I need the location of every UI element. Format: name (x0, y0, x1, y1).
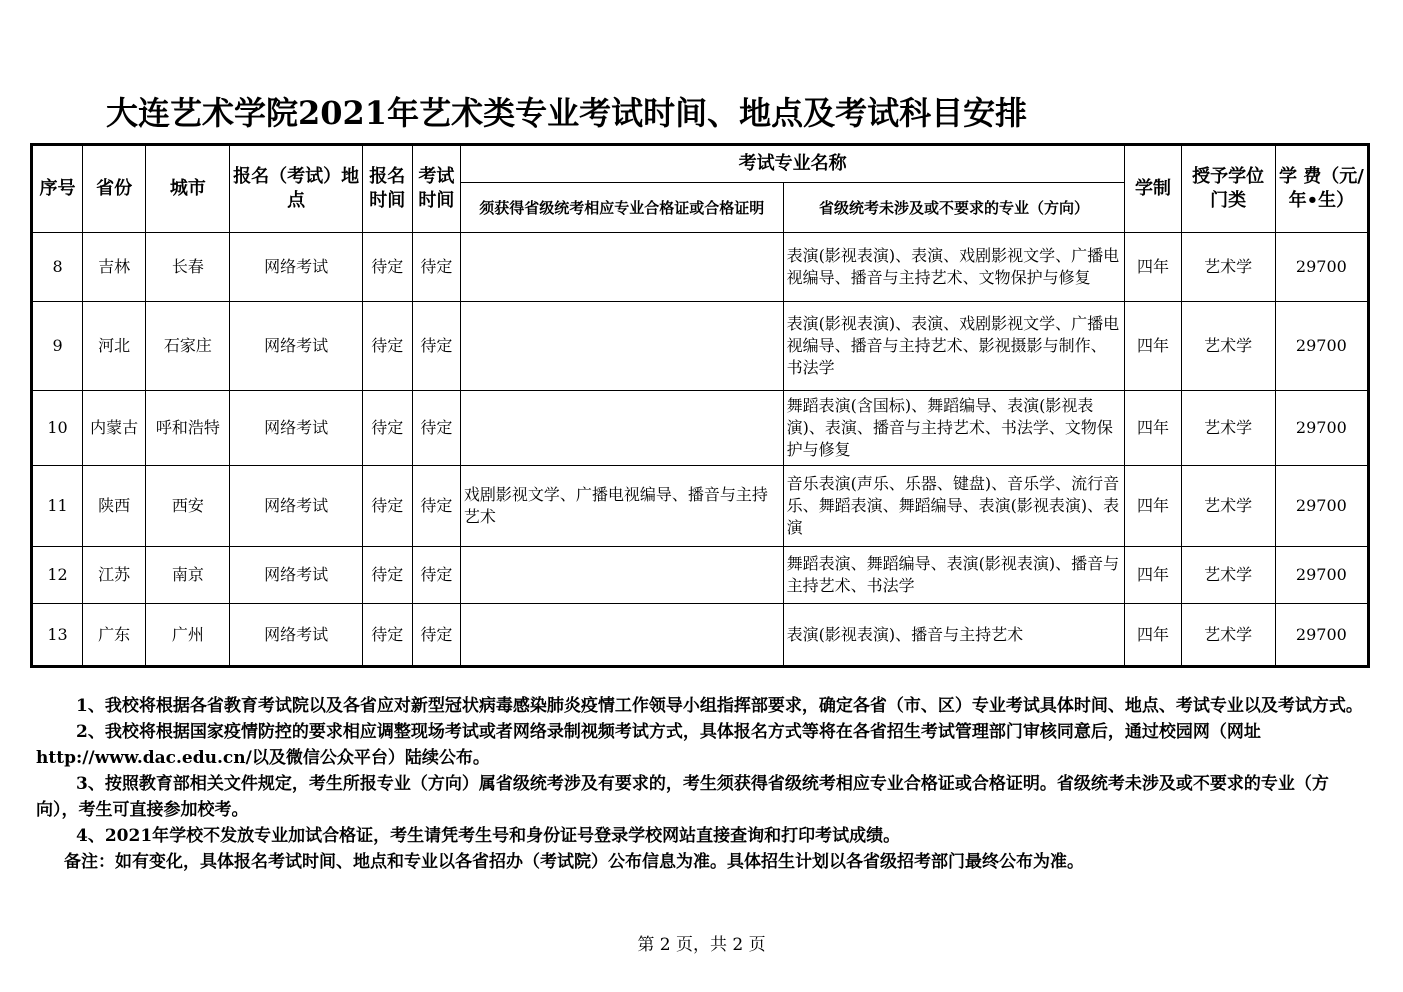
header-degree: 授予学位门类 (1181, 145, 1275, 233)
cell-exam-time: 待定 (412, 233, 460, 302)
cell-city: 西安 (146, 466, 230, 547)
cell-reg-time: 待定 (362, 547, 412, 604)
cell-location: 网络考试 (230, 233, 362, 302)
cell-reg-time: 待定 (362, 604, 412, 667)
cell-exam-time: 待定 (412, 547, 460, 604)
cell-major-not-required: 表演(影视表演)、播音与主持艺术 (783, 604, 1125, 667)
note-1: 1、我校将根据各省教育考试院以及各省应对新型冠状病毒感染肺炎疫情工作领导小组指挥部要求，确定各省（市、区）专业考试具体时间、地点、考试专业以及考试方式。 (76, 696, 1363, 716)
cell-duration: 四年 (1125, 391, 1181, 466)
header-city: 城市 (146, 145, 230, 233)
cell-seq: 10 (32, 391, 83, 466)
cell-province: 江苏 (83, 547, 146, 604)
note-3: 3、按照教育部相关文件规定，考生所报专业（方向）属省级统考涉及有要求的，考生须获得省级统考相应专业合格证或合格证明。省级统考未涉及或不要求的专业（方向），考生可直接参加校考。 (36, 774, 1329, 820)
cell-major-required (460, 604, 783, 667)
cell-city: 广州 (146, 604, 230, 667)
cell-major-not-required: 舞蹈表演、舞蹈编导、表演(影视表演)、播音与主持艺术、书法学 (783, 547, 1125, 604)
cell-degree: 艺术学 (1181, 466, 1275, 547)
cell-reg-time: 待定 (362, 233, 412, 302)
cell-reg-time: 待定 (362, 391, 412, 466)
cell-fee: 29700 (1275, 466, 1368, 547)
cell-fee: 29700 (1275, 604, 1368, 667)
header-major-group: 考试专业名称 (460, 145, 1124, 183)
table-row (32, 233, 1369, 302)
cell-exam-time: 待定 (412, 302, 460, 391)
cell-fee: 29700 (1275, 302, 1368, 391)
cell-duration: 四年 (1125, 547, 1181, 604)
cell-degree: 艺术学 (1181, 604, 1275, 667)
table-row (32, 604, 1369, 667)
cell-duration: 四年 (1125, 302, 1181, 391)
cell-fee: 29700 (1275, 233, 1368, 302)
cell-duration: 四年 (1125, 233, 1181, 302)
header-location: 报名（考试）地点 (230, 145, 362, 233)
header-major-required: 须获得省级统考相应专业合格证或合格证明 (460, 183, 783, 233)
remark: 备注：如有变化，具体报名考试时间、地点和专业以各省招办（考试院）公布信息为准。具体招生计划以各省级招考部门最终公布为准。 (64, 852, 1084, 872)
cell-major-required (460, 302, 783, 391)
header-fee: 学 费（元/年•生） (1275, 145, 1368, 233)
table-row (32, 391, 1369, 466)
header-province: 省份 (83, 145, 146, 233)
cell-major-required: 戏剧影视文学、广播电视编导、播音与主持艺术 (460, 466, 783, 547)
cell-province: 吉林 (83, 233, 146, 302)
note-4: 4、2021年学校不发放专业加试合格证，考生请凭考生号和身份证号登录学校网站直接查询和打印考试成绩。 (76, 826, 901, 846)
cell-exam-time: 待定 (412, 604, 460, 667)
cell-location: 网络考试 (230, 547, 362, 604)
document-title: 大连艺术学院2021年艺术类专业考试时间、地点及考试科目安排 (106, 94, 1028, 132)
cell-seq: 9 (32, 302, 83, 391)
cell-degree: 艺术学 (1181, 391, 1275, 466)
cell-province: 陕西 (83, 466, 146, 547)
cell-city: 长春 (146, 233, 230, 302)
table-row (32, 466, 1369, 547)
cell-seq: 12 (32, 547, 83, 604)
cell-major-required (460, 391, 783, 466)
cell-degree: 艺术学 (1181, 233, 1275, 302)
cell-province: 内蒙古 (83, 391, 146, 466)
cell-degree: 艺术学 (1181, 547, 1275, 604)
page-number: 第 2 页，共 2 页 (637, 935, 766, 955)
cell-location: 网络考试 (230, 302, 362, 391)
cell-province: 广东 (83, 604, 146, 667)
header-seq: 序号 (32, 145, 83, 233)
cell-degree: 艺术学 (1181, 302, 1275, 391)
cell-duration: 四年 (1125, 604, 1181, 667)
header-duration: 学制 (1125, 145, 1181, 233)
cell-exam-time: 待定 (412, 391, 460, 466)
header-major-not-required: 省级统考未涉及或不要求的专业（方向） (783, 183, 1125, 233)
cell-seq: 13 (32, 604, 83, 667)
cell-location: 网络考试 (230, 466, 362, 547)
cell-fee: 29700 (1275, 547, 1368, 604)
cell-major-not-required: 表演(影视表演)、表演、戏剧影视文学、广播电视编导、播音与主持艺术、影视摄影与制作、书法学 (783, 302, 1125, 391)
note-2: 2、我校将根据国家疫情防控的要求相应调整现场考试或者网络录制视频考试方式，具体报名方式等将在各省招生考试管理部门审核同意后，通过校园网（网址http://www.dac.edu.cn/以及微信公众平台）陆续公布。 (36, 722, 1261, 768)
header-exam-time: 考试时间 (412, 145, 460, 233)
cell-city: 呼和浩特 (146, 391, 230, 466)
cell-location: 网络考试 (230, 604, 362, 667)
cell-duration: 四年 (1125, 466, 1181, 547)
cell-reg-time: 待定 (362, 466, 412, 547)
cell-city: 南京 (146, 547, 230, 604)
cell-seq: 8 (32, 233, 83, 302)
header-reg-time: 报名时间 (362, 145, 412, 233)
table-row (32, 547, 1369, 604)
cell-major-not-required: 表演(影视表演)、表演、戏剧影视文学、广播电视编导、播音与主持艺术、文物保护与修复 (783, 233, 1125, 302)
cell-major-required (460, 233, 783, 302)
notes-section (36, 693, 1366, 875)
cell-major-not-required: 音乐表演(声乐、乐器、键盘)、音乐学、流行音乐、舞蹈表演、舞蹈编导、表演(影视表演)、表演 (783, 466, 1125, 547)
cell-fee: 29700 (1275, 391, 1368, 466)
cell-reg-time: 待定 (362, 302, 412, 391)
cell-location: 网络考试 (230, 391, 362, 466)
cell-major-required (460, 547, 783, 604)
cell-province: 河北 (83, 302, 146, 391)
cell-seq: 11 (32, 466, 83, 547)
cell-city: 石家庄 (146, 302, 230, 391)
exam-schedule-table (30, 143, 1370, 668)
cell-exam-time: 待定 (412, 466, 460, 547)
table-row (32, 302, 1369, 391)
cell-major-not-required: 舞蹈表演(含国标)、舞蹈编导、表演(影视表演)、表演、播音与主持艺术、书法学、文物保护与修复 (783, 391, 1125, 466)
